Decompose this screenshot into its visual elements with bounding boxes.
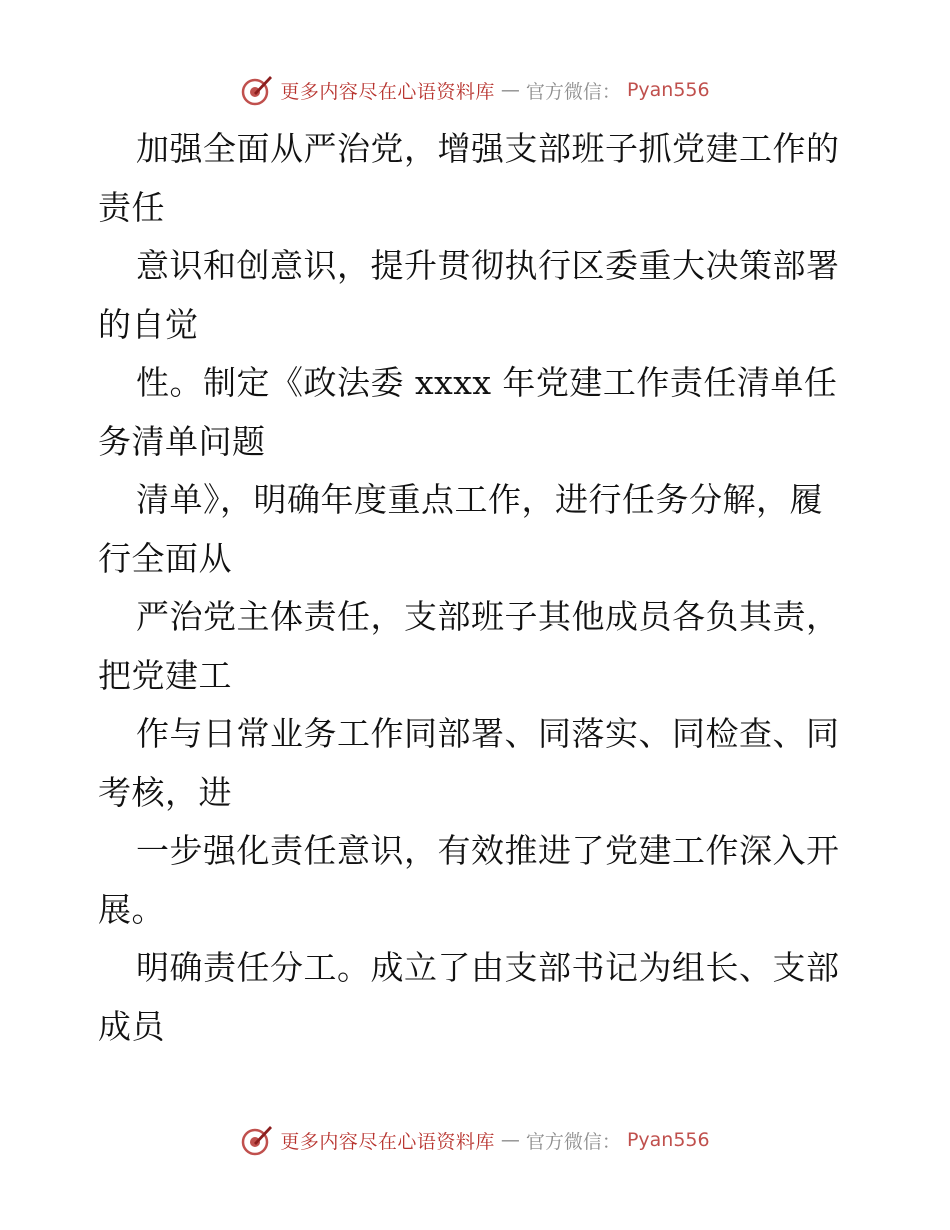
document-body xyxy=(98,120,854,1056)
body-line: 意识和创意识，提升贯彻执行区委重大决策部署 xyxy=(136,246,840,285)
watermark-dash: — xyxy=(500,79,520,101)
body-line: 把党建工 xyxy=(98,655,232,695)
body-line: 展。 xyxy=(98,889,165,929)
quill-pen-logo-icon xyxy=(240,1123,274,1157)
watermark-dash: — xyxy=(500,1129,520,1151)
watermark-site-name: 更多内容尽在心语资料库 xyxy=(280,1130,495,1153)
body-line: 严治党主体责任，支部班子其他成员各负其责， xyxy=(136,597,840,636)
body-line: 一步强化责任意识，有效推进了党建工作深入开 xyxy=(136,831,840,870)
watermark-wechat-id: Pyan556 xyxy=(626,79,710,101)
body-line: 性。制定《政法委 xxxx 年党建工作责任清单任 xyxy=(136,363,838,402)
body-line: 责任 xyxy=(98,187,165,227)
body-line: 成员 xyxy=(98,1006,165,1046)
header-watermark xyxy=(0,70,950,110)
body-line: 行全面从 xyxy=(98,538,232,578)
footer-watermark xyxy=(0,1120,950,1160)
watermark-wechat-label: 官方微信： xyxy=(525,1130,621,1153)
quill-pen-logo-icon xyxy=(240,73,274,107)
body-line: 作与日常业务工作同部署、同落实、同检查、同 xyxy=(136,714,840,753)
watermark-wechat-label: 官方微信： xyxy=(525,80,621,103)
watermark-site-name: 更多内容尽在心语资料库 xyxy=(280,80,495,103)
body-line: 务清单问题 xyxy=(98,421,266,461)
body-line: 清单》，明确年度重点工作，进行任务分解，履 xyxy=(136,480,823,519)
body-line: 加强全面从严治党，增强支部班子抓党建工作的 xyxy=(136,129,840,168)
body-line: 明确责任分工。成立了由支部书记为组长、支部 xyxy=(136,948,840,987)
body-line: 的自觉 xyxy=(98,304,199,344)
body-line: 考核，进 xyxy=(98,772,232,812)
watermark-wechat-id: Pyan556 xyxy=(626,1129,710,1151)
